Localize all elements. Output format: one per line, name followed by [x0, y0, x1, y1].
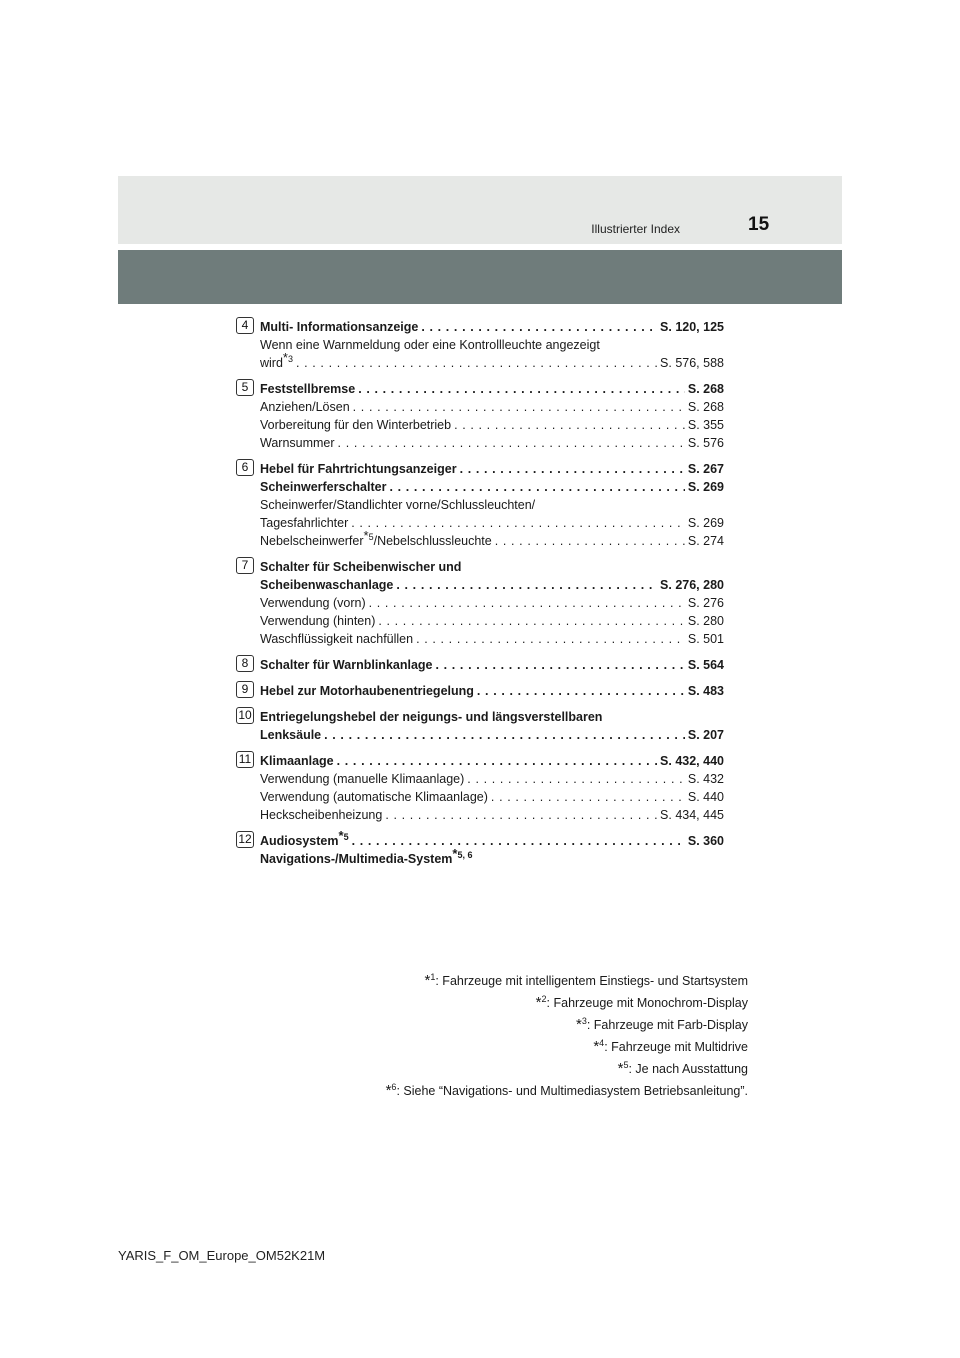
index-entry: [260, 612, 724, 630]
header-dark-band: [118, 250, 842, 304]
footnotes: [386, 970, 748, 1102]
item-number-badge: 12: [236, 831, 254, 848]
entry-label: [260, 682, 474, 700]
index-entry: [260, 576, 724, 594]
dot-leader: [296, 354, 657, 372]
asterisk-mark: *: [575, 1016, 582, 1033]
page-reference: S. 120, 125: [660, 320, 724, 334]
entry-text: Waschflüssigkeit nachfüllen: [260, 632, 414, 646]
footnote: [386, 1058, 748, 1080]
entry-label: [260, 656, 433, 674]
page-reference: S. 432: [687, 772, 724, 786]
page-reference: S. 576: [687, 436, 724, 450]
entry-text: Nebelscheinwerfer: [260, 534, 364, 548]
entry-text: Multi- Informationsanzeige: [260, 320, 419, 334]
asterisk-mark: *: [363, 527, 369, 543]
asterisk-mark: *: [593, 1038, 600, 1055]
dot-leader: [337, 752, 657, 770]
entry-text: Schalter für Warnblinkanlage: [260, 658, 433, 672]
index-line: [260, 845, 724, 868]
index-line: [260, 336, 724, 354]
entry-text: Verwendung (manuelle Klimaanlage): [260, 772, 465, 786]
dot-leader: [477, 682, 685, 700]
entry-label: [260, 527, 492, 550]
entry-label: [260, 318, 418, 336]
entry-text: Schalter für Scheibenwischer und: [260, 560, 462, 574]
entry-label: [260, 788, 488, 806]
page-reference: S. 276: [687, 596, 724, 610]
entry-text: wird: [260, 356, 283, 370]
entry-label: [260, 806, 382, 824]
dot-leader: [353, 398, 685, 416]
asterisk-mark: *: [452, 845, 458, 861]
index-group: [236, 380, 724, 452]
page-reference: S. 207: [687, 728, 724, 742]
entry-text: Tagesfahrlichter: [260, 516, 349, 530]
asterisk-mark: *: [282, 349, 288, 365]
page-reference: S. 564: [687, 658, 724, 672]
index-line: [260, 708, 724, 726]
asterisk-mark: *: [385, 1082, 392, 1099]
page-number: 15: [748, 214, 770, 235]
footnote-ref-number: 5: [343, 831, 349, 842]
footnote-ref: [338, 827, 349, 843]
footnote-number: 3: [581, 1015, 587, 1026]
footnote-ref-number: 5: [368, 531, 374, 542]
entry-text: Hebel für Fahrtrichtungsanzeiger: [260, 462, 457, 476]
entry-text: Feststellbremse: [260, 382, 356, 396]
entry-label: [260, 752, 334, 770]
index-entry: [260, 682, 724, 700]
index-line: [260, 558, 724, 576]
index-list: [236, 318, 724, 876]
index-group: [236, 682, 724, 700]
item-number-badge: 5: [236, 379, 254, 396]
page-reference: S. 432, 440: [660, 754, 724, 768]
footnote-number: 2: [541, 993, 547, 1004]
footnote-text: : Je nach Ausstattung: [628, 1062, 748, 1076]
index-entry: [260, 380, 724, 398]
dot-leader: [421, 318, 657, 336]
footnote-number: 5: [623, 1059, 629, 1070]
header-band: [118, 176, 842, 244]
page-reference: S. 434, 445: [660, 808, 724, 822]
item-number-badge: 11: [236, 751, 254, 768]
dot-leader: [396, 576, 657, 594]
index-entry: [260, 398, 724, 416]
page-reference: S. 440: [687, 790, 724, 804]
section-title: Illustrierter Index: [591, 222, 680, 236]
dot-leader: [467, 770, 685, 788]
footnote-ref-number: 3: [287, 353, 293, 364]
entry-label: [260, 416, 451, 434]
index-entry: [260, 806, 724, 824]
dot-leader: [460, 460, 685, 478]
document-code: YARIS_F_OM_Europe_OM52K21M: [118, 1248, 326, 1263]
entry-text: Heckscheibenheizung: [260, 808, 383, 822]
asterisk-mark: *: [424, 972, 431, 989]
page-reference: S. 576, 588: [660, 356, 724, 370]
dot-leader: [436, 656, 685, 674]
entry-label: [260, 434, 335, 452]
entry-text: Scheibenwaschanlage: [260, 578, 394, 592]
asterisk-mark: *: [338, 827, 344, 843]
footnote-text: : Siehe “Navigations- und Multimediasystem Betriebsanleitung”.: [396, 1084, 748, 1098]
entry-label: [260, 594, 366, 612]
dot-leader: [416, 630, 685, 648]
index-entry: [260, 349, 724, 372]
footnote-number: 4: [599, 1037, 605, 1048]
page-reference: S. 269: [687, 516, 724, 530]
asterisk-mark: *: [617, 1060, 624, 1077]
entry-text: Klimaanlage: [260, 754, 334, 768]
entry-text: Anziehen/Lösen: [260, 400, 350, 414]
index-group: [236, 708, 724, 744]
page-reference: S. 268: [687, 400, 724, 414]
index-entry: [260, 827, 724, 850]
index-entry: [260, 788, 724, 806]
index-entry: [260, 434, 724, 452]
entry-text: Hebel zur Motorhaubenentriegelung: [260, 684, 474, 698]
entry-text-suffix: /Nebelschlussleuchte: [373, 534, 492, 548]
index-entry: [260, 752, 724, 770]
entry-text: Navigations-/Multimedia-System: [260, 852, 453, 866]
item-number-badge: 10: [236, 707, 254, 724]
index-line: [260, 496, 724, 514]
dot-leader: [351, 514, 685, 532]
index-entry: [260, 416, 724, 434]
item-number-badge: 6: [236, 459, 254, 476]
index-entry: [260, 460, 724, 478]
page-reference: S. 276, 280: [660, 578, 724, 592]
entry-label: [260, 770, 464, 788]
entry-label: [260, 612, 375, 630]
index-entry: [260, 594, 724, 612]
entry-label: [260, 630, 413, 648]
index-entry: [260, 527, 724, 550]
entry-text: Entriegelungshebel der neigungs- und längsverstellbaren: [260, 710, 603, 724]
dot-leader: [338, 434, 685, 452]
dot-leader: [385, 806, 657, 824]
entry-label: [260, 726, 321, 744]
dot-leader: [389, 478, 684, 496]
index-entry: [260, 630, 724, 648]
entry-label: [260, 398, 350, 416]
page-reference: S. 267: [687, 462, 724, 476]
footnote-number: 6: [391, 1081, 397, 1092]
entry-text: Verwendung (vorn): [260, 596, 366, 610]
entry-label: [260, 460, 457, 478]
index-entry: [260, 318, 724, 336]
dot-leader: [324, 726, 685, 744]
page-reference: S. 360: [687, 834, 724, 848]
page-reference: S. 274: [687, 534, 724, 548]
footnote: [386, 970, 748, 992]
entry-text: Vorbereitung für den Winterbetrieb: [260, 418, 452, 432]
footnote: [386, 1014, 748, 1036]
dot-leader: [358, 380, 685, 398]
page-reference: S. 501: [687, 632, 724, 646]
entry-label: [260, 380, 355, 398]
page-reference: S. 269: [687, 480, 724, 494]
dot-leader: [352, 832, 685, 850]
item-number-badge: 8: [236, 655, 254, 672]
page-reference: S. 268: [687, 382, 724, 396]
entry-label: [260, 514, 348, 532]
index-entry: [260, 514, 724, 532]
index-entry: [260, 478, 724, 496]
dot-leader: [495, 532, 685, 550]
footnote-ref: [363, 527, 374, 543]
index-entry: [260, 770, 724, 788]
footnote-ref: [282, 349, 293, 365]
entry-text: Audiosystem: [260, 834, 339, 848]
page-reference: S. 355: [687, 418, 724, 432]
index-group: [236, 460, 724, 550]
entry-label: [260, 576, 393, 594]
item-number-badge: 9: [236, 681, 254, 698]
entry-text: Verwendung (automatische Klimaanlage): [260, 790, 488, 804]
dot-leader: [491, 788, 685, 806]
index-group: [236, 752, 724, 824]
entry-text: Wenn eine Warnmeldung oder eine Kontrollleuchte angezeigt: [260, 338, 600, 352]
footnote-ref: [452, 845, 473, 861]
entry-label: [260, 478, 386, 496]
footnote-text: : Fahrzeuge mit Farb-Display: [586, 1018, 748, 1032]
item-number-badge: 4: [236, 317, 254, 334]
index-group: [236, 827, 724, 868]
index-entry: [260, 656, 724, 674]
footnote-text: : Fahrzeuge mit Monochrom-Display: [546, 996, 748, 1010]
footnote-text: : Fahrzeuge mit intelligentem Einstiegs- und Startsystem: [435, 974, 748, 988]
page-reference: S. 483: [687, 684, 724, 698]
footnote-ref-number: 5, 6: [457, 849, 473, 860]
item-number-badge: 7: [236, 557, 254, 574]
index-group: [236, 318, 724, 372]
footnote-text: : Fahrzeuge mit Multidrive: [604, 1040, 748, 1054]
index-entry: [260, 726, 724, 744]
entry-text: Warnsummer: [260, 436, 335, 450]
index-group: [236, 558, 724, 648]
footnote: [386, 1036, 748, 1058]
entry-text: Scheinwerferschalter: [260, 480, 387, 494]
entry-label: [260, 827, 349, 850]
entry-text: Verwendung (hinten): [260, 614, 376, 628]
entry-text: Scheinwerfer/Standlichter vorne/Schlussleuchten/: [260, 498, 536, 512]
footnote-number: 1: [430, 971, 436, 982]
dot-leader: [454, 416, 685, 434]
dot-leader: [378, 612, 685, 630]
entry-label: [260, 349, 293, 372]
entry-text: Lenksäule: [260, 728, 322, 742]
page-reference: S. 280: [687, 614, 724, 628]
asterisk-mark: *: [535, 994, 542, 1011]
dot-leader: [369, 594, 685, 612]
footnote: [386, 992, 748, 1014]
index-group: [236, 656, 724, 674]
footnote: [386, 1080, 748, 1102]
